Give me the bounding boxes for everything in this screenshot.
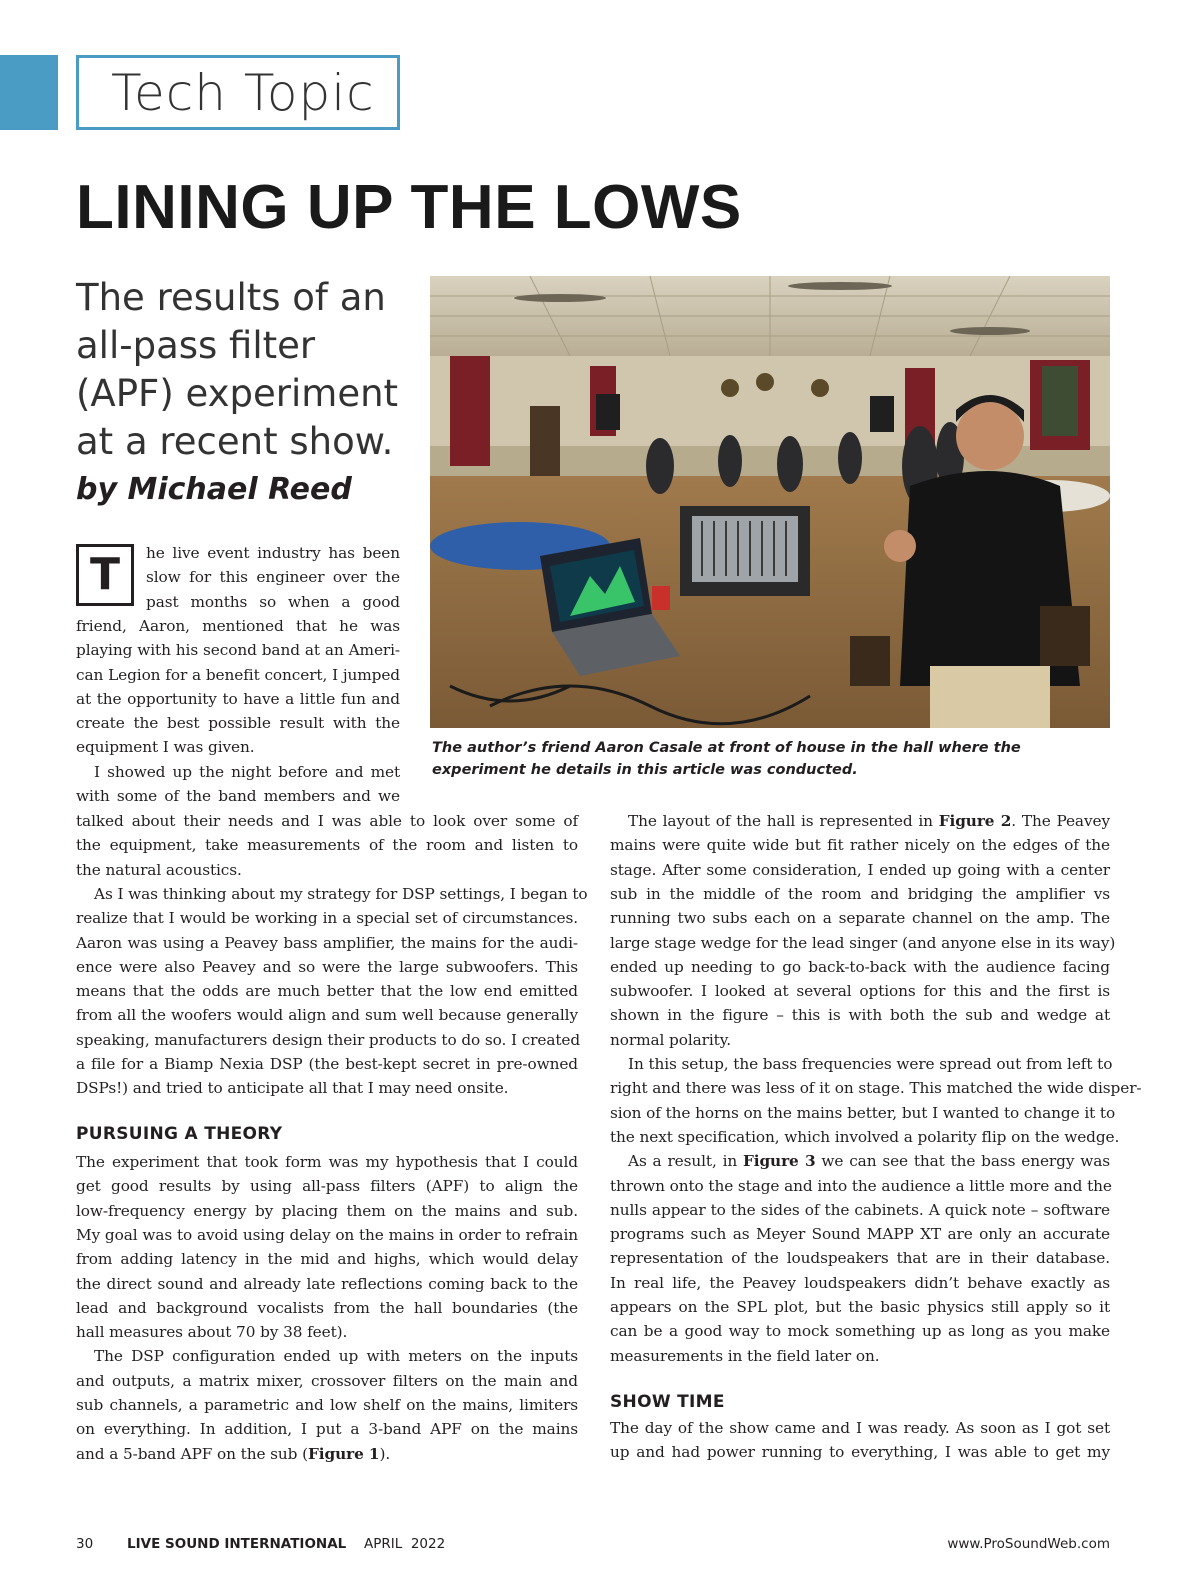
text-line: Aaron was using a Peavey bass amplifier, the mains for the audi- xyxy=(76,933,578,952)
text-line: hall measures about 70 by 38 feet). xyxy=(76,1323,348,1342)
text-line: measurements in the field later on. xyxy=(610,1346,880,1365)
text-line: friend, Aaron, mentioned that he was xyxy=(76,616,400,635)
text-line: right and there was less of it on stage. This matched the wide disper- xyxy=(610,1079,1142,1098)
text-line: at the opportunity to have a little fun and xyxy=(76,689,400,708)
text-line: running two subs each on a separate channel on the amp. The xyxy=(610,909,1110,928)
text-line: up and had power running to everything, I was able to get my xyxy=(610,1443,1110,1462)
text-line: from all the woofers would align and sum well because generally xyxy=(76,1006,578,1025)
text-line: programs such as Meyer Sound MAPP XT are only an accurate xyxy=(610,1225,1110,1244)
text-line: the next specification, which involved a polarity flip on the wedge. xyxy=(610,1127,1120,1146)
text-line: speaking, manufacturers design their products to do so. I created xyxy=(76,1030,581,1049)
text-line: sub channels, a parametric and low shelf on the mains, limiters xyxy=(76,1396,578,1414)
text-line: ended up needing to go back-to-back with the audience facing xyxy=(610,957,1110,976)
text-line: thrown onto the stage and into the audience a little more and the xyxy=(610,1176,1112,1195)
text-line: In real life, the Peavey loudspeakers didn’t behave exactly as xyxy=(610,1273,1110,1292)
text-line: mains were quite wide but fit rather nicely on the edges of the xyxy=(610,836,1110,855)
article-photo xyxy=(430,276,1110,728)
text-line: The experiment that took form was my hypothesis that I could xyxy=(76,1153,578,1171)
drop-cap: T xyxy=(76,544,134,606)
text-line: he live event industry has been xyxy=(146,544,400,562)
text-line: can Legion for a benefit concert, I jumped xyxy=(76,665,400,684)
text-line: appears on the SPL plot, but the basic physics still apply so it xyxy=(610,1298,1110,1316)
text-line: with some of the band members and we xyxy=(76,787,400,805)
text-line: shown in the figure – this is with both the sub and wedge at xyxy=(610,1006,1110,1025)
text-line: past months so when a good xyxy=(146,592,400,611)
website-link[interactable]: www.ProSoundWeb.com xyxy=(947,1536,1110,1552)
text-line: The day of the show came and I was ready. As soon as I got set xyxy=(610,1419,1110,1437)
text-line: slow for this engineer over the xyxy=(146,568,400,587)
text-line: The layout of the hall is represented in Figure 2. The Peavey xyxy=(628,812,1110,830)
figure-reference: Figure 1 xyxy=(308,1444,380,1463)
text-line: the equipment, take measurements of the room and listen to xyxy=(76,836,578,855)
text-line: on everything. In addition, I put a 3-band APF on the mains xyxy=(76,1420,578,1439)
text-line: large stage wedge for the lead singer (and anyone else in its way) xyxy=(610,933,1116,952)
text-line: lead and background vocalists from the hall boundaries (the xyxy=(76,1298,578,1317)
figure-reference: Figure 3 xyxy=(742,1152,816,1171)
text-line: create the best possible result with the xyxy=(76,714,400,733)
figure-reference: Figure 2 xyxy=(938,812,1012,830)
text-line: subwoofer. I looked at several options for this and the first is xyxy=(610,982,1110,1001)
text-line: stage. After some consideration, I ended up going with a center xyxy=(610,860,1110,879)
text-line: As I was thinking about my strategy for DSP settings, I began to xyxy=(94,884,588,903)
text-line: sub in the middle of the room and bridging the amplifier vs xyxy=(610,884,1110,903)
text-line: In this setup, the bass frequencies were spread out from left to xyxy=(628,1055,1113,1073)
text-line: normal polarity. xyxy=(610,1030,731,1049)
text-line: a file for a Biamp Nexia DSP (the best-kept secret in pre-owned xyxy=(76,1055,578,1073)
text-line: from adding latency in the mid and highs, which would delay xyxy=(76,1250,578,1269)
section-accent-block xyxy=(0,55,58,130)
text-line: As a result, in Figure 3 we can see that the bass energy was xyxy=(628,1152,1110,1171)
section-tag xyxy=(76,55,400,130)
text-line: low-frequency energy by placing them on the mains and sub. xyxy=(76,1201,578,1220)
text-line: talked about their needs and I was able to look over some of xyxy=(76,812,578,830)
text-line: playing with his second band at an Ameri- xyxy=(76,641,400,660)
section-label: Tech Topic xyxy=(111,64,375,122)
text-line: My goal was to avoid using delay on the mains in order to refrain xyxy=(76,1225,578,1244)
text-line: the direct sound and already late reflections coming back to the xyxy=(76,1274,578,1293)
page-number: 30 xyxy=(76,1536,94,1552)
issue-date: APRIL 2022 xyxy=(364,1536,446,1552)
text-line: can be a good way to mock something up as long as you make xyxy=(610,1322,1110,1341)
text-line: I showed up the night before and met xyxy=(94,762,400,781)
text-line: equipment I was given. xyxy=(76,738,255,757)
article-headline: LINING UP THE LOWS xyxy=(76,173,742,242)
text-line: means that the odds are much better that the low end emitted xyxy=(76,982,578,1001)
text-line: sion of the horns on the mains better, but I wanted to change it to xyxy=(610,1103,1116,1122)
heading-pursuing-a-theory: PURSUING A THEORY xyxy=(76,1124,283,1144)
publication-name: LIVE SOUND INTERNATIONAL xyxy=(127,1536,347,1552)
text-line: get good results by using all-pass filters (APF) to align the xyxy=(76,1177,578,1196)
text-line: nulls appear to the sides of the cabinets. A quick note – software xyxy=(610,1200,1110,1219)
article-subtitle: The results of an all-pass filter (APF) experiment at a recent show. xyxy=(76,276,399,463)
text-line: and a 5-band APF on the sub (Figure 1). xyxy=(76,1444,391,1463)
text-line: realize that I would be working in a special set of circumstances. xyxy=(76,909,578,928)
text-line: representation of the loudspeakers that are in their database. xyxy=(610,1249,1110,1268)
hall-photo-illustration xyxy=(430,276,1110,728)
heading-show-time: SHOW TIME xyxy=(610,1392,725,1412)
photo-caption: The author’s friend Aaron Casale at front of house in the hall where the experiment he details in this article was conducted. xyxy=(432,740,1021,778)
article-byline: by Michael Reed xyxy=(76,472,352,507)
text-line: ence were also Peavey and so were the large subwoofers. This xyxy=(76,957,578,976)
text-line: and outputs, a matrix mixer, crossover filters on the main and xyxy=(76,1371,578,1390)
text-line: DSPs!) and tried to anticipate all that I may need onsite. xyxy=(76,1079,509,1098)
text-line: the natural acoustics. xyxy=(76,860,242,879)
text-line: The DSP configuration ended up with meters on the inputs xyxy=(94,1347,578,1366)
